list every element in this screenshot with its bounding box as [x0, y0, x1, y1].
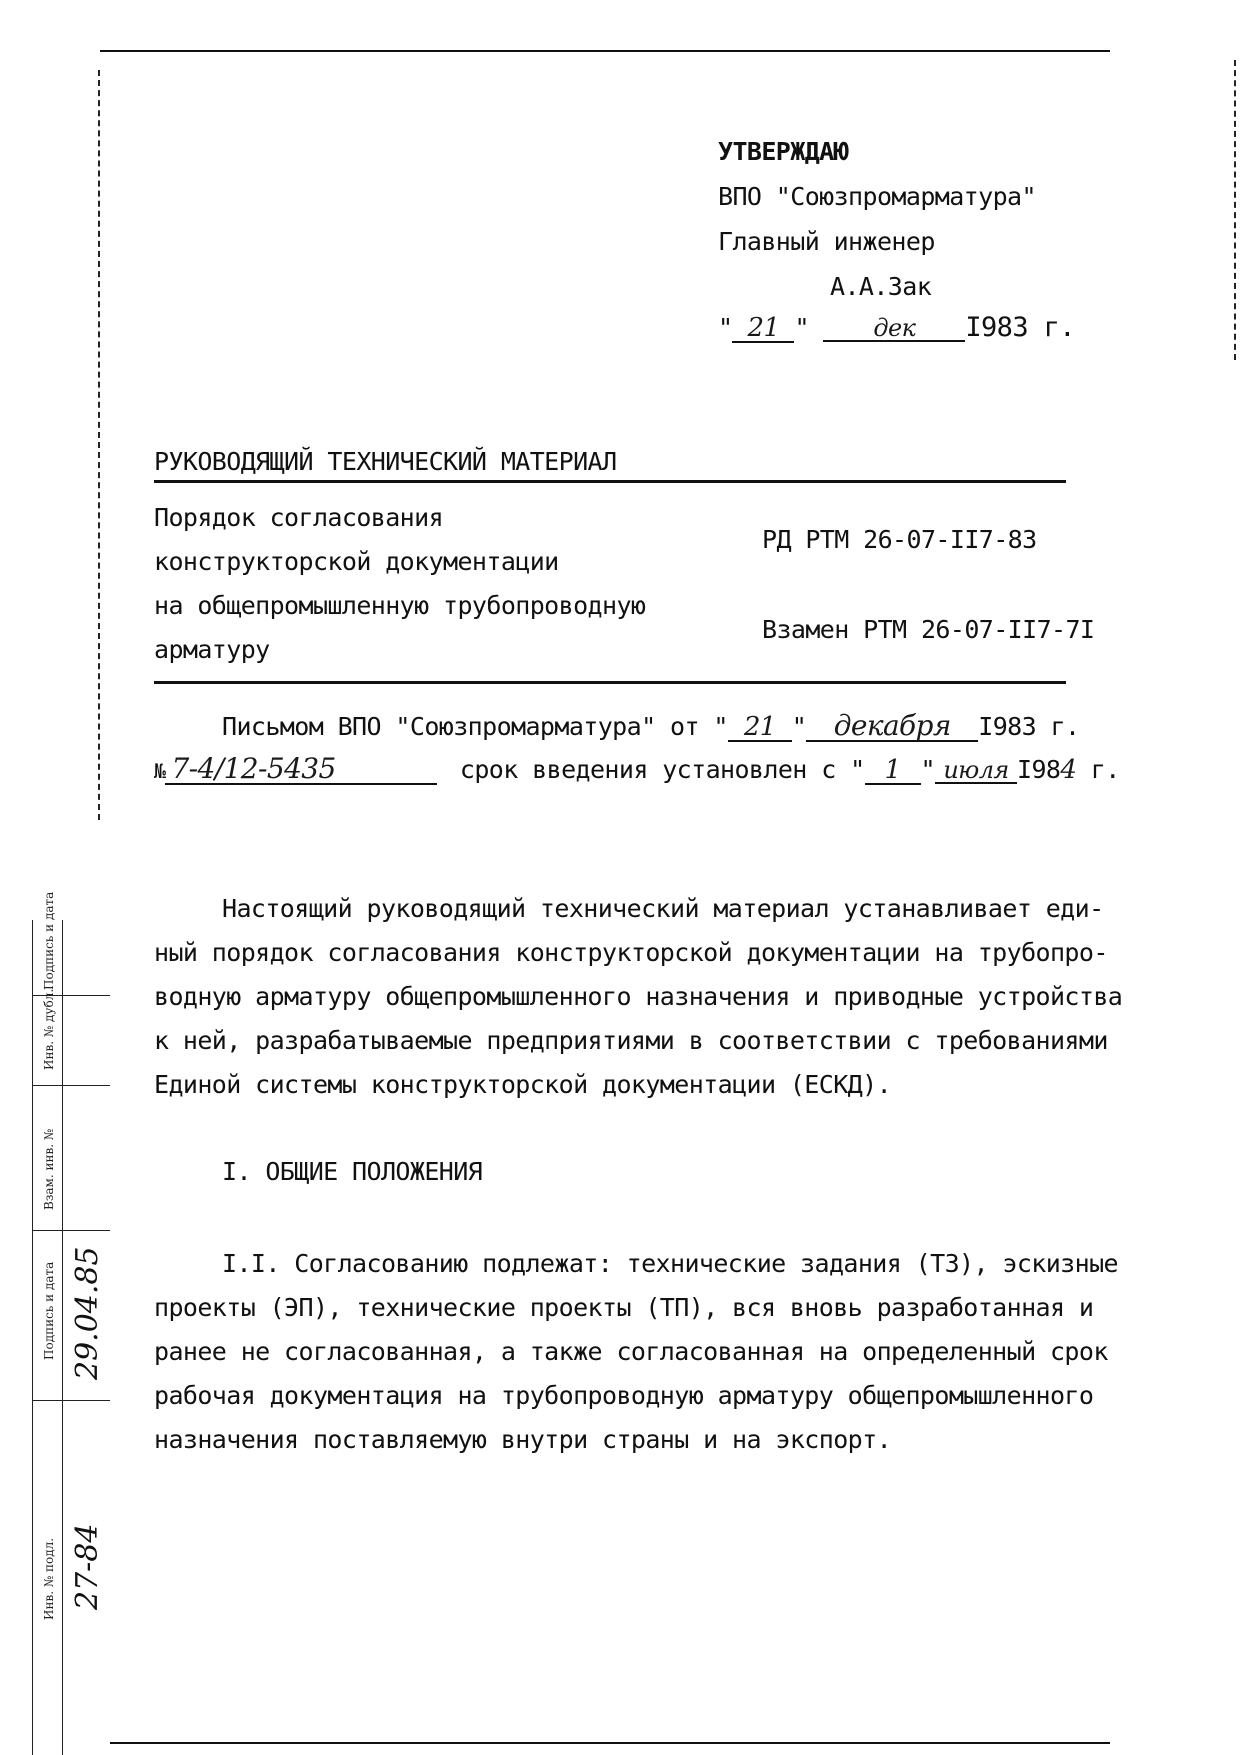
clause-line-4: рабочая документация на трубопроводную арматуру общепромышленного	[154, 1381, 1094, 1410]
doc-type-heading: РУКОВОДЯЩИЙ ТЕХНИЧЕСКИЙ МАТЕРИАЛ	[154, 447, 617, 476]
approval-title: УТВЕРЖДАЮ	[718, 137, 849, 166]
top-border-line	[100, 50, 1110, 52]
bottom-border-line	[110, 1742, 1110, 1744]
letter-year: I983 г.	[978, 712, 1080, 741]
letter-start-year-prefix: I98	[1017, 755, 1061, 784]
margin-stamp	[32, 891, 110, 1755]
intro-line-4: к ней, разрабатываемые предприятиями в соответствии с требованиями	[154, 1026, 1108, 1055]
doc-code: РД РТМ 26-07-II7-83	[762, 525, 1037, 554]
letter-number-prefix: №	[154, 759, 166, 783]
letter-start-month: июля	[935, 758, 1017, 784]
intro-line-3: водную арматуру общепромышленного назначения и приводные устройства	[154, 982, 1123, 1011]
intro-line-2: ный порядок согласования конструкторской документации на трубопро-	[154, 938, 1108, 967]
right-margin-dashed-line	[1234, 60, 1236, 360]
approval-name: А.А.Зак	[830, 272, 932, 301]
doc-replaces: Взамен РТМ 26-07-II7-7I	[762, 615, 1095, 644]
letter-start-year-suffix: г.	[1076, 755, 1120, 784]
letter-line: Письмом ВПО "Союзпромарматура" от " 21 " декабря I983 г.	[222, 709, 1080, 742]
letter-intro-text: срок введения установлен с "	[459, 755, 865, 784]
stamp-label-replaced-inv: Взам. инв. №	[42, 1128, 56, 1210]
letter-number: 7-4/12-5435	[165, 755, 437, 785]
stamp-column-divider	[62, 920, 63, 1755]
clause-line-3: ранее не согласованная, а также согласованная на определенный срок	[154, 1337, 1108, 1366]
approval-date-day: 21	[732, 315, 794, 343]
approval-date: " 21 " дек I983 г.	[718, 312, 1075, 343]
stamp-label-dup-inv: Инв. № дубл.	[42, 988, 56, 1070]
stamp-label-sign-date: Подпись и дата	[42, 1261, 56, 1360]
letter-start-year-digit: 4	[1060, 755, 1077, 785]
intro-line-1: Настоящий руководящий технический материал устанавливает еди-	[222, 894, 1104, 923]
approval-org: ВПО "Союзпромарматура"	[718, 182, 1036, 211]
stamp-cell-divider	[32, 1085, 110, 1086]
doc-title-line-3: на общепромышленную трубопроводную	[154, 591, 646, 620]
stamp-label-original-inv: Инв. № подл.	[42, 1537, 56, 1620]
doc-title-line-2: конструкторской документации	[154, 547, 559, 576]
clause-line-1: I.I. Согласованию подлежат: технические задания (ТЗ), эскизные	[222, 1249, 1118, 1278]
stamp-sign-date-value: 29.04.85	[70, 1246, 105, 1380]
approval-date-year: I983 г.	[965, 312, 1075, 343]
header-rule-top	[154, 480, 1066, 483]
stamp-cell-divider	[32, 1230, 110, 1231]
stamp-label-sign-date-top: Подпись и дата	[42, 891, 56, 990]
letter-number-line: № 7-4/12-5435 срок введения установлен с " 1 " июля I984 г.	[154, 752, 1120, 785]
letter-day: 21	[728, 714, 792, 742]
stamp-inv-number-value: 27-84	[70, 1523, 105, 1610]
stamp-cell-divider	[32, 1400, 110, 1401]
stamp-outer-left-border	[32, 920, 33, 1755]
letter-prefix: Письмом ВПО "Союзпромарматура" от "	[222, 712, 728, 741]
clause-line-2: проекты (ЭП), технические проекты (ТП), вся вновь разработанная и	[154, 1293, 1094, 1322]
left-margin-dashed-line	[98, 70, 100, 820]
doc-title-line-4: арматуру	[154, 635, 270, 664]
approval-date-month: дек	[823, 316, 965, 342]
intro-line-5: Единой системы конструкторской документации (ЕСКД).	[154, 1070, 892, 1099]
letter-month: декабря	[806, 712, 978, 742]
clause-line-5: назначения поставляемую внутри страны и на экспорт.	[154, 1425, 892, 1454]
section-heading: I. ОБЩИЕ ПОЛОЖЕНИЯ	[222, 1157, 483, 1186]
approval-position: Главный инженер	[718, 227, 935, 256]
letter-start-day: 1	[865, 757, 921, 785]
doc-title-line-1: Порядок согласования	[154, 503, 444, 532]
header-rule-bottom	[154, 681, 1066, 684]
